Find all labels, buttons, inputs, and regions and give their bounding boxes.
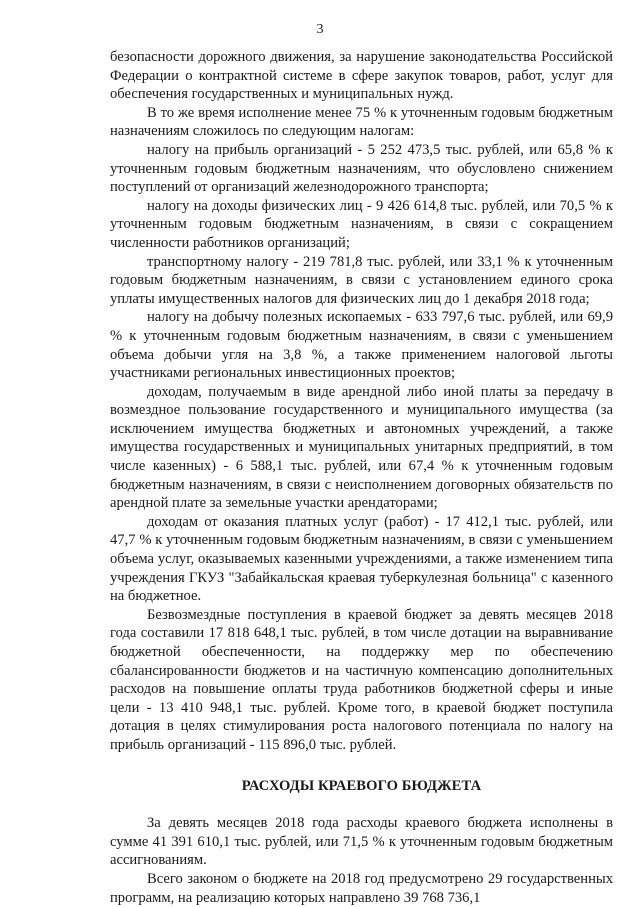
- paragraph-transport-tax: транспортному налогу - 219 781,8 тыс. рублей, или 33,1 % к уточненным годовым бюджетным назначениям, в связи с установлением единого срока уплаты имущественных налогов для физических лиц до 1 декабря 2018 года;: [110, 253, 613, 307]
- paragraph-profit-tax: налогу на прибыль организаций - 5 252 473,5 тыс. рублей, или 65,8 % к уточненным годовым бюджетным назначениям, что обусловлено снижением поступлений от организаций железнодорожного транспорта;: [110, 141, 613, 196]
- paragraph-rent-income: доходам, получаемым в виде арендной либо иной платы за передачу в возмездное пользование государственного и муниципального имущества (за исключением имущества бюджетных и автономных учреждений, а также имущества государственных и муниципальных унитарных предприятий, в том числе казенных) - 6 588,1 тыс. рублей, или 67,4 % к уточненным годовым бюджетным назначениям, в связи с неисполнением договорных обязательств по арендной плате за земельные участки арендаторами;: [110, 383, 613, 512]
- document-body: [110, 48, 613, 907]
- paragraph-expenses-total: За девять месяцев 2018 года расходы краевого бюджета исполнены в сумме 41 391 610,1 тыс. рублей, или 71,5 % к уточненным годовым бюджетным ассигнованиям.: [110, 815, 613, 869]
- paragraph-state-programs: Всего законом о бюджете на 2018 год предусмотрено 29 государственных программ, на реализацию которых направлено 39 768 736,1: [110, 870, 613, 906]
- paragraph-gratuitous-receipts: Безвозмездные поступления в краевой бюджет за девять месяцев 2018 года составили 17 818 648,1 тыс. рублей, в том числе дотации на выравнивание бюджетной обеспеченности, на поддержку мер по обеспечению сбалансированности бюджетов и на частичную компенсацию дополнительных расходов на повышение оплаты труда работников бюджетной сферы и иные цели - 13 410 948,1 тыс. рублей. Кроме того, в краевой бюджет поступила дотация в целях стимулирования роста налогового потенциала по налогу на прибыль организаций - 115 896,0 тыс. рублей.: [110, 606, 613, 753]
- page-number: 3: [316, 22, 324, 37]
- paragraph-mining-tax: налогу на добычу полезных ископаемых - 633 797,6 тыс. рублей, или 69,9 % к уточненным годовым бюджетным назначениям, в связи с уменьшением объема добычи угля на 3,8 %, а также применением налоговой льготы участниками региональных инвестиционных проектов;: [110, 309, 613, 382]
- paragraph-tax-intro: В то же время исполнение менее 75 % к уточненным годовым бюджетным назначениям сложилось по следующим налогам:: [110, 104, 613, 140]
- section-heading: РАСХОДЫ КРАЕВОГО БЮДЖЕТА: [241, 777, 482, 794]
- paragraph-income-tax: налогу на доходы физических лиц - 9 426 614,8 тыс. рублей, или 70,5 % к уточненным годовым бюджетным назначениям, в связи с сокращением численности работников организаций;: [110, 197, 613, 251]
- paragraph-continuation: безопасности дорожного движения, за нарушение законодательства Российской Федерации о контрактной системе в сфере закупок товаров, работ, услуг для обеспечения государственных и муниципальных нужд.: [110, 49, 613, 103]
- paragraph-paid-services: доходам от оказания платных услуг (работ) - 17 412,1 тыс. рублей, или 47,7 % к уточненным годовым бюджетным назначениям, в связи с уменьшением объема услуг, оказываемых казенными учреждениями, а также изменением типа учреждения ГКУЗ "Забайкальская краевая туберкулезная больница" с казенного на бюджетное.: [110, 513, 613, 605]
